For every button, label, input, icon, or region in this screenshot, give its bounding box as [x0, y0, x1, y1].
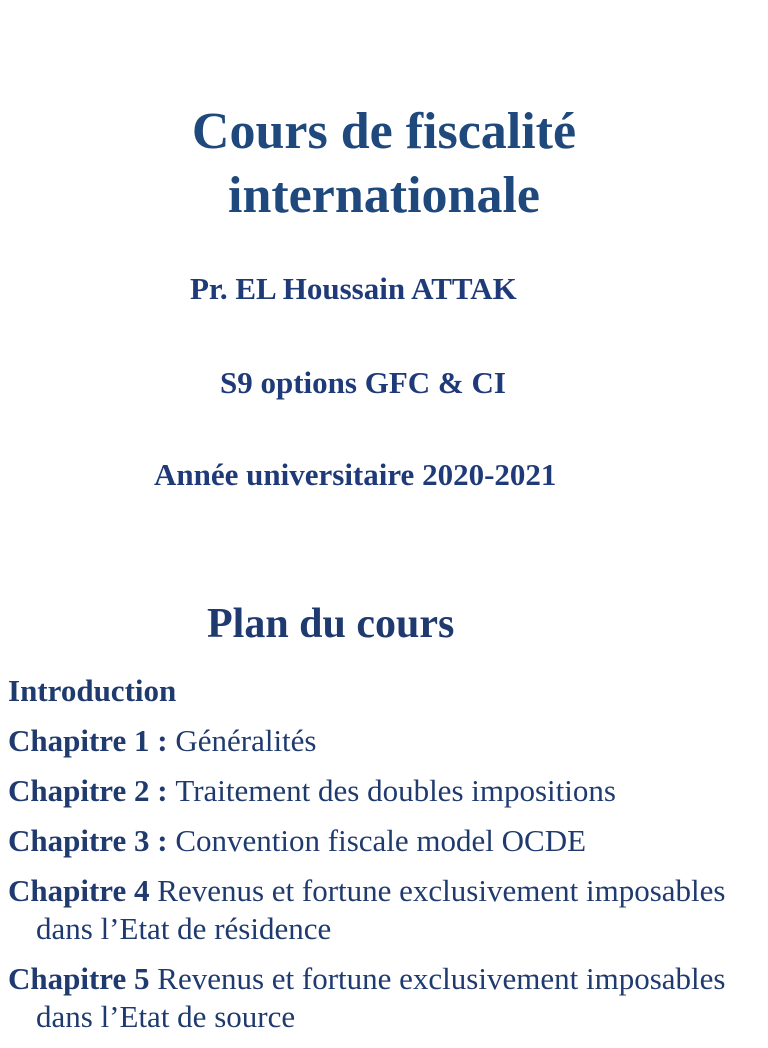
plan-item-desc: Revenus et fortune exclusivement imposables dans l’Etat de résidence: [36, 873, 726, 946]
plan-item-label: Chapitre 4: [8, 873, 158, 908]
course-options: S9 options GFC & CI: [220, 365, 506, 400]
plan-item-chapter-3: [8, 822, 758, 860]
plan-item-chapter-2: [8, 772, 758, 810]
plan-heading: Plan du cours: [207, 601, 455, 647]
plan-list: [8, 672, 758, 1048]
plan-item-desc: Convention fiscale model OCDE: [175, 823, 587, 858]
plan-item-chapter-1: [8, 722, 758, 760]
plan-item-desc: Traitement des doubles impositions: [175, 773, 616, 808]
plan-item-label: Chapitre 1 :: [8, 723, 176, 758]
plan-item-desc: Généralités: [175, 723, 317, 758]
document-title: [0, 100, 768, 228]
author: Pr. EL Houssain ATTAK: [190, 271, 517, 306]
plan-item-label: Chapitre 3 :: [8, 823, 176, 858]
plan-item-label: Chapitre 2 :: [8, 773, 176, 808]
title-line-1: Cours de fiscalité: [191, 103, 577, 160]
plan-item-chapter-4: [8, 872, 758, 948]
academic-year: Année universitaire 2020-2021: [154, 457, 557, 492]
plan-item-desc: Revenus et fortune exclusivement imposables dans l’Etat de source: [36, 961, 726, 1034]
plan-item-chapter-5: [8, 960, 758, 1036]
title-line-2: internationale: [228, 167, 540, 224]
plan-item-label: Introduction: [8, 673, 177, 708]
plan-item-introduction: [8, 672, 758, 710]
plan-item-label: Chapitre 5: [8, 961, 158, 996]
